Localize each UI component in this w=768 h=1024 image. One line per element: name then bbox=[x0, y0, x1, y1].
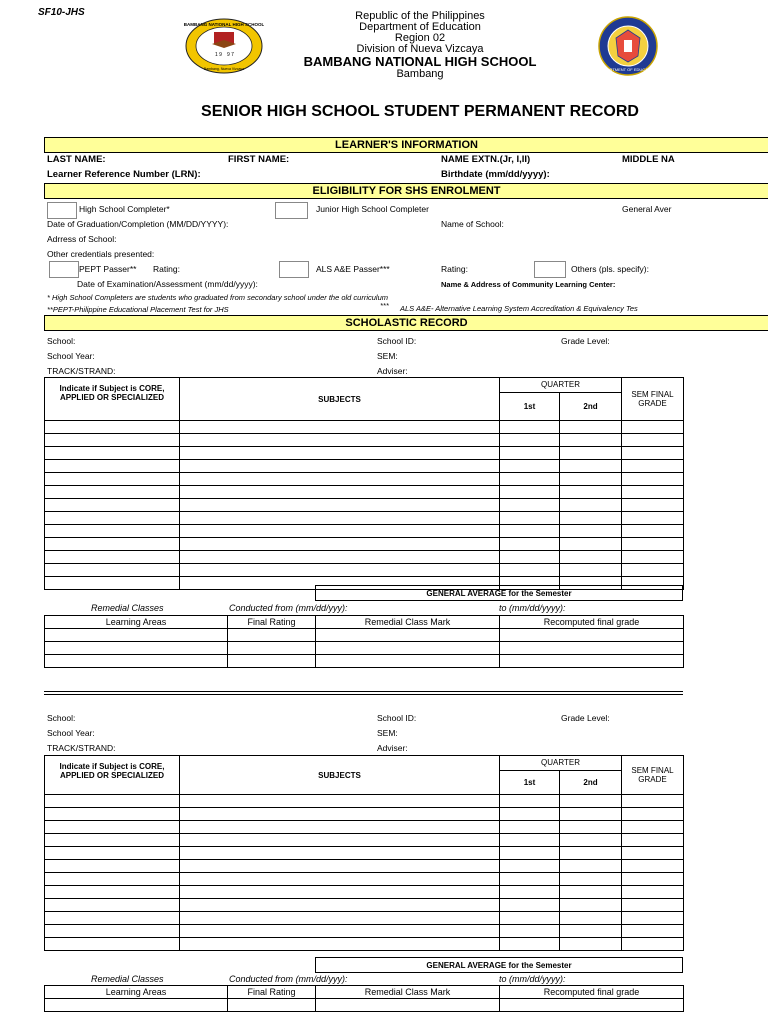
table-cell[interactable] bbox=[45, 899, 180, 912]
pept-checkbox[interactable] bbox=[49, 261, 79, 278]
school-year-label: School Year: bbox=[47, 728, 95, 738]
table-row bbox=[45, 925, 684, 938]
table-row bbox=[45, 899, 684, 912]
name-of-school-label: Name of School: bbox=[441, 219, 504, 229]
table-cell[interactable] bbox=[622, 434, 684, 447]
col-2nd-header: 2nd bbox=[560, 392, 622, 420]
svg-text:1 9: 1 9 bbox=[215, 52, 222, 58]
table-cell[interactable] bbox=[560, 551, 622, 564]
table-cell[interactable] bbox=[560, 473, 622, 486]
jhs-completer-label: Junior High School Completer bbox=[316, 204, 429, 214]
header-line3: Region 02 bbox=[394, 32, 446, 44]
table-cell[interactable] bbox=[180, 808, 500, 821]
school-label: School: bbox=[47, 713, 76, 723]
grade-level-label: Grade Level: bbox=[561, 713, 610, 723]
table-cell[interactable] bbox=[180, 821, 500, 834]
table-cell[interactable] bbox=[180, 938, 500, 951]
als-checkbox[interactable] bbox=[279, 261, 309, 278]
table-cell[interactable] bbox=[45, 821, 180, 834]
table-cell[interactable] bbox=[560, 886, 622, 899]
table-cell[interactable] bbox=[622, 912, 684, 925]
table-cell[interactable] bbox=[560, 434, 622, 447]
table-cell[interactable] bbox=[622, 795, 684, 808]
table-cell[interactable] bbox=[500, 873, 560, 886]
table-cell[interactable] bbox=[560, 564, 622, 577]
table-cell[interactable] bbox=[500, 538, 560, 551]
table-cell[interactable] bbox=[500, 551, 560, 564]
remedial-classes-label: Remedial Classes bbox=[91, 974, 164, 984]
school-seal-icon bbox=[184, 18, 264, 74]
table-cell[interactable] bbox=[316, 642, 500, 655]
table-cell[interactable] bbox=[45, 421, 180, 434]
grades-table bbox=[44, 377, 684, 590]
svg-text:BAMBANG NATIONAL HIGH SCHOOL: BAMBANG NATIONAL HIGH SCHOOL bbox=[184, 22, 264, 27]
last-name-label: LAST NAME: bbox=[47, 154, 106, 165]
track-strand-label: TRACK/STRAND: bbox=[47, 366, 116, 376]
table-row bbox=[45, 821, 684, 834]
table-cell[interactable] bbox=[180, 899, 500, 912]
col-1st-header: 1st bbox=[500, 392, 560, 420]
remedial-mark-header: Remedial Class Mark bbox=[316, 986, 500, 999]
header-line4: Division of Nueva Vizcaya bbox=[356, 43, 484, 55]
table-cell[interactable] bbox=[180, 834, 500, 847]
table-cell[interactable] bbox=[316, 629, 500, 642]
table-cell[interactable] bbox=[500, 860, 560, 873]
table-row bbox=[45, 486, 684, 499]
table-cell[interactable] bbox=[45, 473, 180, 486]
pept-rating-label: Rating: bbox=[153, 264, 180, 274]
middle-name-label: MIDDLE NA bbox=[622, 154, 675, 165]
table-row bbox=[45, 551, 684, 564]
grades-table bbox=[44, 755, 684, 951]
date-exam-label: Date of Examination/Assessment (mm/dd/yyyy): bbox=[77, 279, 258, 289]
recomputed-grade-header: Recomputed final grade bbox=[500, 616, 684, 629]
table-cell[interactable] bbox=[560, 538, 622, 551]
table-cell[interactable] bbox=[500, 434, 560, 447]
conducted-from-label: Conducted from (mm/dd/yyy): bbox=[229, 974, 348, 984]
col-final-header: SEM FINAL GRADE bbox=[622, 378, 684, 421]
table-cell[interactable] bbox=[560, 873, 622, 886]
general-average-row bbox=[315, 957, 683, 973]
table-row bbox=[45, 886, 684, 899]
adviser-label: Adviser: bbox=[377, 366, 408, 376]
table-cell[interactable] bbox=[45, 538, 180, 551]
table-cell[interactable] bbox=[560, 512, 622, 525]
table-cell[interactable] bbox=[45, 551, 180, 564]
recomputed-grade-header: Recomputed final grade bbox=[500, 986, 684, 999]
remedial-mark-header: Remedial Class Mark bbox=[316, 616, 500, 629]
sem-label: SEM: bbox=[377, 351, 398, 361]
header-line1: Republic of the Philippines bbox=[355, 10, 485, 22]
section-divider bbox=[44, 694, 683, 695]
table-row bbox=[45, 999, 684, 1012]
table-cell[interactable] bbox=[180, 525, 500, 538]
table-cell[interactable] bbox=[500, 486, 560, 499]
remedial-classes-label: Remedial Classes bbox=[91, 603, 164, 613]
table-cell[interactable] bbox=[45, 795, 180, 808]
table-cell[interactable] bbox=[228, 999, 316, 1012]
table-cell[interactable] bbox=[45, 938, 180, 951]
table-cell[interactable] bbox=[622, 938, 684, 951]
table-cell[interactable] bbox=[560, 925, 622, 938]
table-cell[interactable] bbox=[622, 873, 684, 886]
table-row bbox=[45, 655, 684, 668]
name-extn-label: NAME EXTN.(Jr, I,II) bbox=[441, 154, 531, 165]
table-cell[interactable] bbox=[228, 642, 316, 655]
general-average-label: GENERAL AVERAGE for the Semester bbox=[316, 958, 683, 973]
table-cell[interactable] bbox=[500, 899, 560, 912]
table-cell[interactable] bbox=[500, 564, 560, 577]
table-cell[interactable] bbox=[622, 512, 684, 525]
table-cell[interactable] bbox=[45, 886, 180, 899]
table-cell[interactable] bbox=[180, 886, 500, 899]
table-row bbox=[45, 808, 684, 821]
conducted-from-label: Conducted from (mm/dd/yyy): bbox=[229, 603, 348, 613]
table-cell[interactable] bbox=[560, 899, 622, 912]
table-row bbox=[45, 912, 684, 925]
table-cell[interactable] bbox=[560, 421, 622, 434]
table-cell[interactable] bbox=[180, 434, 500, 447]
school-id-label: School ID: bbox=[377, 713, 417, 723]
table-cell[interactable] bbox=[622, 486, 684, 499]
others-label: Others (pls. specify): bbox=[571, 264, 649, 274]
note-als-stars: *** bbox=[380, 301, 389, 310]
table-cell[interactable] bbox=[622, 834, 684, 847]
table-cell[interactable] bbox=[622, 551, 684, 564]
table-cell[interactable] bbox=[560, 795, 622, 808]
section-divider bbox=[44, 691, 683, 692]
table-cell[interactable] bbox=[500, 629, 684, 642]
conducted-to-label: to (mm/dd/yyyy): bbox=[499, 974, 566, 984]
table-row bbox=[45, 421, 684, 434]
adviser-label: Adviser: bbox=[377, 743, 408, 753]
school-label: School: bbox=[47, 336, 76, 346]
table-cell[interactable] bbox=[622, 925, 684, 938]
table-row bbox=[45, 447, 684, 460]
remedial-table bbox=[44, 615, 684, 668]
table-cell[interactable] bbox=[45, 525, 180, 538]
table-cell[interactable] bbox=[500, 655, 684, 668]
table-cell[interactable] bbox=[560, 525, 622, 538]
lrn-label: Learner Reference Number (LRN): bbox=[47, 169, 201, 180]
table-cell[interactable] bbox=[622, 525, 684, 538]
table-cell[interactable] bbox=[560, 821, 622, 834]
hs-completer-label: High School Completer* bbox=[79, 204, 170, 214]
table-cell[interactable] bbox=[45, 499, 180, 512]
table-cell[interactable] bbox=[560, 847, 622, 860]
table-cell[interactable] bbox=[180, 795, 500, 808]
table-cell[interactable] bbox=[45, 860, 180, 873]
table-row bbox=[45, 512, 684, 525]
jhs-completer-checkbox[interactable] bbox=[275, 202, 308, 219]
col-quarter-header: QUARTER bbox=[500, 756, 622, 771]
table-cell[interactable] bbox=[560, 860, 622, 873]
table-cell[interactable] bbox=[45, 486, 180, 499]
school-year-label: School Year: bbox=[47, 351, 95, 361]
scholastic-heading: SCHOLASTIC RECORD bbox=[44, 315, 768, 331]
table-cell[interactable] bbox=[45, 447, 180, 460]
table-cell[interactable] bbox=[180, 860, 500, 873]
school-town: Bambang bbox=[396, 68, 444, 80]
table-row bbox=[45, 938, 684, 951]
note-als: ALS A&E- Alternative Learning System Accreditation & Equivalency Tes bbox=[400, 304, 638, 313]
table-row bbox=[45, 795, 684, 808]
col-2nd-header: 2nd bbox=[560, 770, 622, 794]
table-cell[interactable] bbox=[622, 421, 684, 434]
table-row bbox=[45, 834, 684, 847]
table-row bbox=[45, 847, 684, 860]
table-cell[interactable] bbox=[622, 538, 684, 551]
form-code: SF10-JHS bbox=[38, 7, 85, 18]
table-cell[interactable] bbox=[45, 873, 180, 886]
table-row bbox=[45, 434, 684, 447]
table-cell[interactable] bbox=[228, 629, 316, 642]
other-credentials-label: Other credentials presented: bbox=[47, 249, 155, 259]
table-cell[interactable] bbox=[180, 421, 500, 434]
col-indicate-header: Indicate if Subject is CORE, APPLIED OR SPECIALIZED bbox=[45, 756, 180, 795]
table-cell[interactable] bbox=[180, 564, 500, 577]
deped-seal-icon bbox=[598, 16, 658, 76]
als-label: ALS A&E Passer*** bbox=[316, 264, 390, 274]
table-cell[interactable] bbox=[622, 473, 684, 486]
date-graduation-label: Date of Graduation/Completion (MM/DD/YYYY): bbox=[47, 219, 229, 229]
track-strand-label: TRACK/STRAND: bbox=[47, 743, 116, 753]
table-cell[interactable] bbox=[180, 551, 500, 564]
table-cell[interactable] bbox=[622, 447, 684, 460]
table-cell[interactable] bbox=[560, 912, 622, 925]
table-cell[interactable] bbox=[560, 460, 622, 473]
col-subjects-header: SUBJECTS bbox=[180, 378, 500, 421]
col-1st-header: 1st bbox=[500, 770, 560, 794]
remedial-table bbox=[44, 985, 684, 1012]
table-cell[interactable] bbox=[560, 834, 622, 847]
table-cell[interactable] bbox=[500, 421, 560, 434]
table-cell[interactable] bbox=[180, 512, 500, 525]
table-cell[interactable] bbox=[45, 629, 228, 642]
table-cell[interactable] bbox=[500, 473, 560, 486]
table-row bbox=[45, 629, 684, 642]
table-cell[interactable] bbox=[500, 808, 560, 821]
table-cell[interactable] bbox=[622, 860, 684, 873]
table-cell[interactable] bbox=[45, 999, 228, 1012]
learning-areas-header: Learning Areas bbox=[45, 986, 228, 999]
learning-areas-header: Learning Areas bbox=[45, 616, 228, 629]
page-title: SENIOR HIGH SCHOOL STUDENT PERMANENT RECORD bbox=[201, 103, 639, 120]
sem-label: SEM: bbox=[377, 728, 398, 738]
table-cell[interactable] bbox=[500, 512, 560, 525]
table-cell[interactable] bbox=[500, 525, 560, 538]
table-cell[interactable] bbox=[622, 899, 684, 912]
birthdate-label: Birthdate (mm/dd/yyyy): bbox=[441, 169, 550, 180]
table-cell[interactable] bbox=[316, 999, 500, 1012]
table-cell[interactable] bbox=[560, 499, 622, 512]
table-cell[interactable] bbox=[500, 912, 560, 925]
table-cell[interactable] bbox=[560, 808, 622, 821]
svg-text:Bambang, Nueva Vizcaya: Bambang, Nueva Vizcaya bbox=[203, 67, 245, 71]
table-cell[interactable] bbox=[500, 999, 684, 1012]
table-cell[interactable] bbox=[180, 873, 500, 886]
table-row bbox=[45, 460, 684, 473]
eligibility-heading: ELIGIBILITY FOR SHS ENROLMENT bbox=[44, 183, 768, 199]
first-name-label: FIRST NAME: bbox=[228, 154, 290, 165]
table-cell[interactable] bbox=[500, 795, 560, 808]
col-final-header: SEM FINAL GRADE bbox=[622, 756, 684, 795]
pept-label: PEPT Passer** bbox=[79, 264, 137, 274]
general-average-label: GENERAL AVERAGE for the Semester bbox=[316, 586, 683, 601]
svg-text:9 7: 9 7 bbox=[227, 52, 234, 58]
general-average-row bbox=[315, 585, 683, 601]
table-cell[interactable] bbox=[500, 847, 560, 860]
col-subjects-header: SUBJECTS bbox=[180, 756, 500, 795]
table-cell[interactable] bbox=[560, 447, 622, 460]
table-cell[interactable] bbox=[560, 938, 622, 951]
table-cell[interactable] bbox=[500, 925, 560, 938]
table-cell[interactable] bbox=[45, 808, 180, 821]
table-cell[interactable] bbox=[180, 460, 500, 473]
table-cell[interactable] bbox=[45, 642, 228, 655]
table-cell[interactable] bbox=[622, 460, 684, 473]
conducted-to-label: to (mm/dd/yyyy): bbox=[499, 603, 566, 613]
col-quarter-header: QUARTER bbox=[500, 378, 622, 393]
table-cell[interactable] bbox=[500, 447, 560, 460]
table-cell[interactable] bbox=[45, 912, 180, 925]
school-name: BAMBANG NATIONAL HIGH SCHOOL bbox=[303, 54, 537, 69]
hs-completer-checkbox[interactable] bbox=[47, 202, 77, 219]
table-row bbox=[45, 642, 684, 655]
table-cell[interactable] bbox=[45, 564, 180, 577]
table-cell[interactable] bbox=[45, 460, 180, 473]
clc-label: Name & Address of Community Learning Center: bbox=[441, 280, 616, 289]
svg-text:DEPARTMENT OF EDUCATION: DEPARTMENT OF EDUCATION bbox=[598, 67, 658, 72]
general-average-label: General Aver bbox=[622, 204, 672, 214]
table-cell[interactable] bbox=[180, 486, 500, 499]
learner-info-heading: LEARNER'S INFORMATION bbox=[44, 137, 768, 153]
table-cell[interactable] bbox=[180, 473, 500, 486]
note-pept: **PEPT-Philippine Educational Placement Test for JHS bbox=[47, 305, 229, 314]
note-hs-completer: * High School Completers are students who graduated from secondary school under the old curriculum bbox=[47, 293, 389, 302]
address-of-school-label: Adrress of School: bbox=[47, 234, 117, 244]
table-cell[interactable] bbox=[500, 642, 684, 655]
table-cell[interactable] bbox=[560, 486, 622, 499]
final-rating-header: Final Rating bbox=[228, 986, 316, 999]
table-cell[interactable] bbox=[180, 499, 500, 512]
table-row bbox=[45, 499, 684, 512]
table-cell[interactable] bbox=[45, 655, 228, 668]
als-rating-label: Rating: bbox=[441, 264, 468, 274]
table-row bbox=[45, 525, 684, 538]
table-cell[interactable] bbox=[45, 925, 180, 938]
table-cell[interactable] bbox=[316, 655, 500, 668]
table-cell[interactable] bbox=[622, 564, 684, 577]
table-cell[interactable] bbox=[45, 834, 180, 847]
table-row bbox=[45, 860, 684, 873]
table-cell[interactable] bbox=[500, 499, 560, 512]
table-row bbox=[45, 473, 684, 486]
table-cell[interactable] bbox=[45, 847, 180, 860]
table-cell[interactable] bbox=[622, 499, 684, 512]
table-row bbox=[45, 538, 684, 551]
table-cell[interactable] bbox=[180, 847, 500, 860]
table-cell[interactable] bbox=[500, 938, 560, 951]
table-cell[interactable] bbox=[500, 460, 560, 473]
table-cell[interactable] bbox=[500, 886, 560, 899]
table-cell[interactable] bbox=[622, 886, 684, 899]
table-row bbox=[45, 873, 684, 886]
grade-level-label: Grade Level: bbox=[561, 336, 610, 346]
table-cell[interactable] bbox=[45, 434, 180, 447]
col-indicate-header: Indicate if Subject is CORE, APPLIED OR SPECIALIZED bbox=[45, 378, 180, 421]
table-cell[interactable] bbox=[180, 538, 500, 551]
final-rating-header: Final Rating bbox=[228, 616, 316, 629]
table-cell[interactable] bbox=[622, 821, 684, 834]
table-cell[interactable] bbox=[228, 655, 316, 668]
others-checkbox[interactable] bbox=[534, 261, 566, 278]
table-cell[interactable] bbox=[180, 912, 500, 925]
table-cell[interactable] bbox=[622, 808, 684, 821]
table-cell[interactable] bbox=[500, 834, 560, 847]
school-id-label: School ID: bbox=[377, 336, 417, 346]
table-cell[interactable] bbox=[180, 925, 500, 938]
table-cell[interactable] bbox=[45, 512, 180, 525]
table-cell[interactable] bbox=[45, 577, 180, 590]
table-cell[interactable] bbox=[180, 447, 500, 460]
table-cell[interactable] bbox=[622, 847, 684, 860]
table-row bbox=[45, 564, 684, 577]
header-line2: Department of Education bbox=[359, 21, 481, 33]
table-cell[interactable] bbox=[500, 821, 560, 834]
